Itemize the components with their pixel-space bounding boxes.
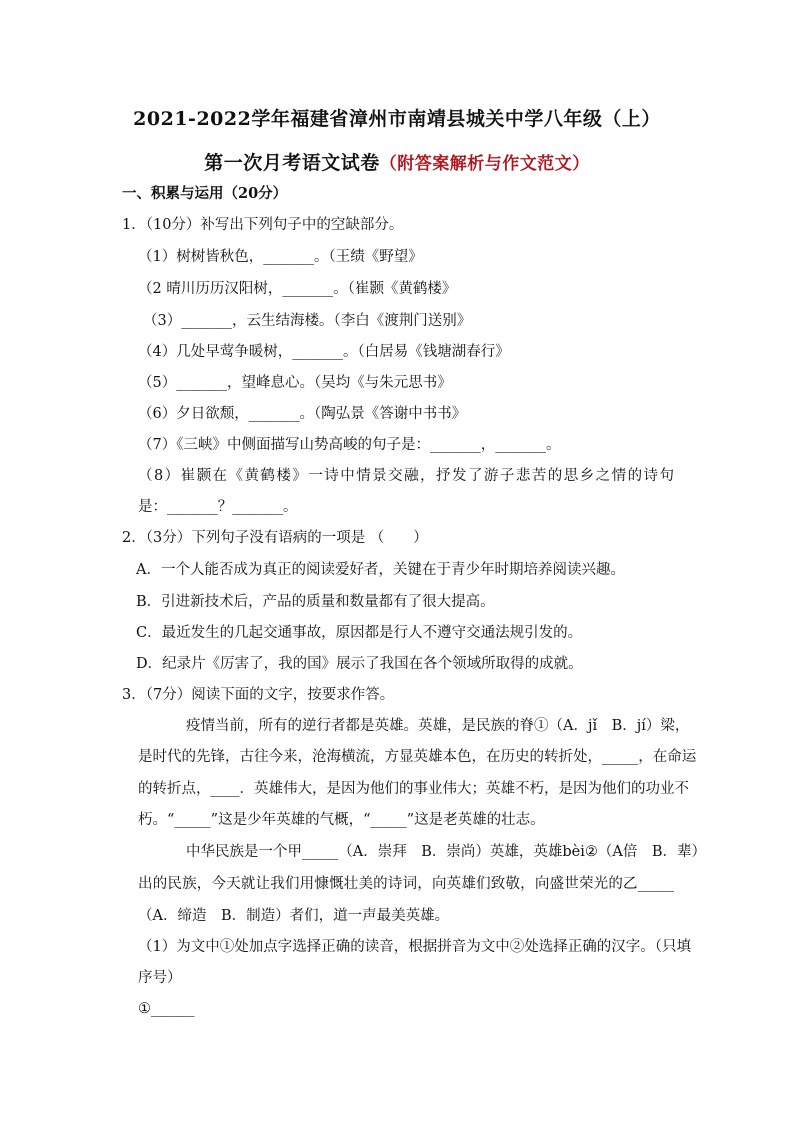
q3-answer-blank-1: ①______ bbox=[138, 1001, 195, 1017]
q3-passage-line-2: 是时代的先锋，古往今来，沧海横流，方显英雄本色，在历史的转折处，_____，在命运 bbox=[138, 749, 697, 765]
q1-item-7: （7）《三峡》中侧面描写山势高峻的句子是：_______，_______。 bbox=[138, 437, 561, 453]
q1-item-3: （3）_______，云生结海楼。（李白《渡荆门送别》 bbox=[143, 313, 472, 329]
q3-stem: 3．（7分）阅读下面的文字，按要求作答。 bbox=[122, 687, 395, 703]
q3-passage-line-1: 疫情当前，所有的逆行者都是英雄。英雄，是民族的脊①（A．jǐ B．jí）梁， bbox=[186, 718, 690, 734]
q1-stem: 1．（10分）补写出下列句子中的空缺部分。 bbox=[122, 217, 404, 233]
q2-option-b: B．引进新技术后，产品的质量和数量都有了很大提高。 bbox=[136, 594, 495, 610]
q2-stem: 2．（3分）下列句子没有语病的一项是 （ ） bbox=[122, 530, 428, 546]
q3-passage-line-5: 中华民族是一个甲_____（A．崇拜 B．崇尚）英雄，英雄bèi②（A倍 B．辈） bbox=[186, 844, 707, 860]
q1-item-8: （8）崔颢在《黄鹤楼》一诗中情景交融，抒发了游子悲苦的思乡之情的诗句 bbox=[138, 468, 674, 484]
q1-item-5: （5）_______，望峰息心。（吴均《与朱元思书》 bbox=[138, 375, 452, 391]
exam-title-note: （附答案解析与作文范文） bbox=[379, 154, 590, 174]
q1-item-4: （4）几处早莺争暖树，_______。（白居易《钱塘湖春行》 bbox=[138, 344, 510, 360]
exam-title-line1: 2021-2022学年福建省漳州市南靖县城关中学八年级（上） bbox=[133, 108, 661, 130]
q3-sub1-stem-cont: 序号） bbox=[138, 970, 182, 986]
q2-option-d: D．纪录片《厉害了，我的国》展示了我国在各个领域所取得的成就。 bbox=[136, 656, 583, 672]
q3-passage-line-6: 出的民族，今天就让我们用慷慨壮美的诗词，向英雄们致敬，向盛世荣光的乙_____ bbox=[138, 876, 674, 892]
q3-passage-line-4: 朽。“_____”这是少年英雄的气概，“_____”这是老英雄的壮志。 bbox=[138, 812, 545, 828]
section-heading: 一、积累与运用（20分） bbox=[122, 185, 288, 202]
q1-item-2: （2 晴川历历汉阳树，_______。（崔颢《黄鹤楼》 bbox=[138, 281, 457, 297]
q2-option-a: A．一个人能否成为真正的阅读爱好者，关键在于青少年时期培养阅读兴趣。 bbox=[136, 562, 625, 578]
q3-sub1-stem: （1）为文中①处加点字选择正确的读音，根据拼音为文中②处选择正确的汉字。（只填 bbox=[138, 939, 691, 955]
exam-title-main: 第一次月考语文试卷 bbox=[204, 152, 380, 174]
q1-item-1: （1）树树皆秋色，_______。（王绩《野望》 bbox=[138, 249, 423, 265]
q1-item-8-cont: 是：_______？_______。 bbox=[138, 499, 298, 515]
q1-item-6: （6）夕日欲颓，_______。（陶弘景《答谢中书书》 bbox=[138, 406, 467, 422]
q3-passage-line-7: （A．缔造 B．制造）者们，道一声最美英雄。 bbox=[138, 908, 450, 924]
q2-option-c: C．最近发生的几起交通事故，原因都是行人不遵守交通法规引发的。 bbox=[136, 625, 583, 641]
exam-title-line2 bbox=[0, 148, 794, 175]
q3-passage-line-3: 的转折点，____．英雄伟大，是因为他们的事业伟大；英雄不朽，是因为他们的功业不 bbox=[138, 781, 689, 797]
